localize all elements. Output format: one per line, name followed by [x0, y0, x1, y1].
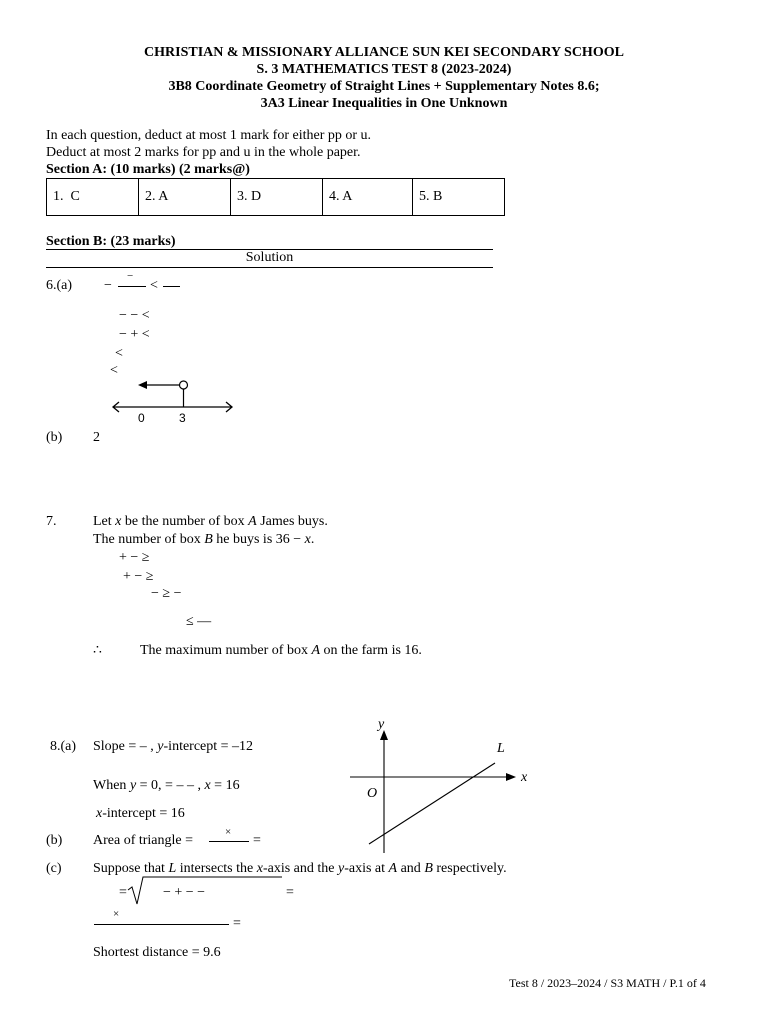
solution-header: Solution	[245, 250, 294, 265]
school-name: CHRISTIAN & MISSIONARY ALLIANCE SUN KEI SECONDARY SCHOOL	[144, 45, 624, 60]
q8-area-frac-top: ×	[225, 826, 232, 838]
q6-step4: <	[110, 363, 118, 378]
q7-number-line: The number of box B he buys is 36 − x.	[93, 532, 315, 547]
q8-area-prefix: Area of triangle =	[93, 833, 194, 848]
q7-step2: + − ≥	[123, 569, 154, 584]
q8-sqrt-after: =	[286, 885, 294, 900]
instruction-2: Deduct at most 2 marks for pp and u in the whole paper.	[46, 145, 361, 160]
q8-xintercept-line: x-intercept = 16	[96, 806, 185, 821]
q8-sqrt-inner: − + − −	[163, 885, 206, 900]
numline-label-0: 0	[138, 411, 145, 425]
q6-line0-lt: <	[150, 278, 158, 293]
answer-cell-4: 4. A	[323, 179, 413, 216]
q7-conclusion: The maximum number of box A on the farm is 16.	[140, 643, 422, 658]
q8c-statement: Suppose that L intersects the x-axis and the y-axis at A and B respectively.	[93, 861, 507, 876]
graph-line-L-label: L	[497, 741, 505, 756]
answer-cell-1: 1. C	[47, 179, 139, 216]
q8a-label: 8.(a)	[50, 739, 77, 754]
q8-sqrt-eq: =	[119, 885, 127, 900]
q8-when-line: When y = 0, = – – , x = 16	[93, 778, 240, 793]
q6-step3: <	[115, 346, 123, 361]
q6a-label: 6.(a)	[46, 278, 73, 293]
q7-let-line: Let x be the number of box A James buys.	[93, 514, 328, 529]
section-b-title: Section B: (23 marks)	[46, 234, 176, 249]
numline-label-3: 3	[179, 411, 186, 425]
q7-label: 7.	[46, 514, 57, 529]
topic-line-2: 3A3 Linear Inequalities in One Unknown	[260, 96, 508, 111]
q8b-label: (b)	[46, 833, 63, 848]
section-a-title: Section A: (10 marks) (2 marks@)	[46, 162, 250, 177]
q8-frac2-top: ×	[113, 908, 120, 920]
q8-shortest-distance: Shortest distance = 9.6	[93, 945, 221, 960]
q8-area-eq: =	[253, 833, 261, 848]
q8-slope-line: Slope = – , y-intercept = –12	[93, 739, 254, 754]
q7-step4: ≤ —	[186, 614, 212, 629]
graph-y-label: y	[378, 717, 385, 732]
q6-step2: − + <	[119, 327, 150, 342]
q7-step3: − ≥ −	[151, 586, 182, 601]
q6-line0-frac-top: −	[127, 270, 134, 282]
graph-x-label: x	[521, 770, 528, 785]
page-footer: Test 8 / 2023–2024 / S3 MATH / P.1 of 4	[509, 976, 706, 990]
answer-cell-2: 2. A	[139, 179, 231, 216]
q6-step1: − − <	[119, 308, 150, 323]
q6-line0-minus: −	[104, 278, 112, 293]
graph-origin-label: O	[367, 786, 378, 801]
therefore-symbol: ∴	[93, 643, 102, 658]
answer-cell-5: 5. B	[413, 179, 505, 216]
answer-cell-3: 3. D	[231, 179, 323, 216]
q6b-answer: 2	[93, 430, 100, 445]
topic-line-1: 3B8 Coordinate Geometry of Straight Lines + Supplementary Notes 8.6;	[168, 79, 600, 94]
test-title: S. 3 MATHEMATICS TEST 8 (2023-2024)	[256, 62, 512, 77]
q8-frac2-eq: =	[233, 916, 241, 931]
q8c-label: (c)	[46, 861, 62, 876]
q6b-label: (b)	[46, 430, 63, 445]
instruction-1: In each question, deduct at most 1 mark for either pp or u.	[46, 128, 372, 143]
q7-step1: + − ≥	[119, 550, 150, 565]
